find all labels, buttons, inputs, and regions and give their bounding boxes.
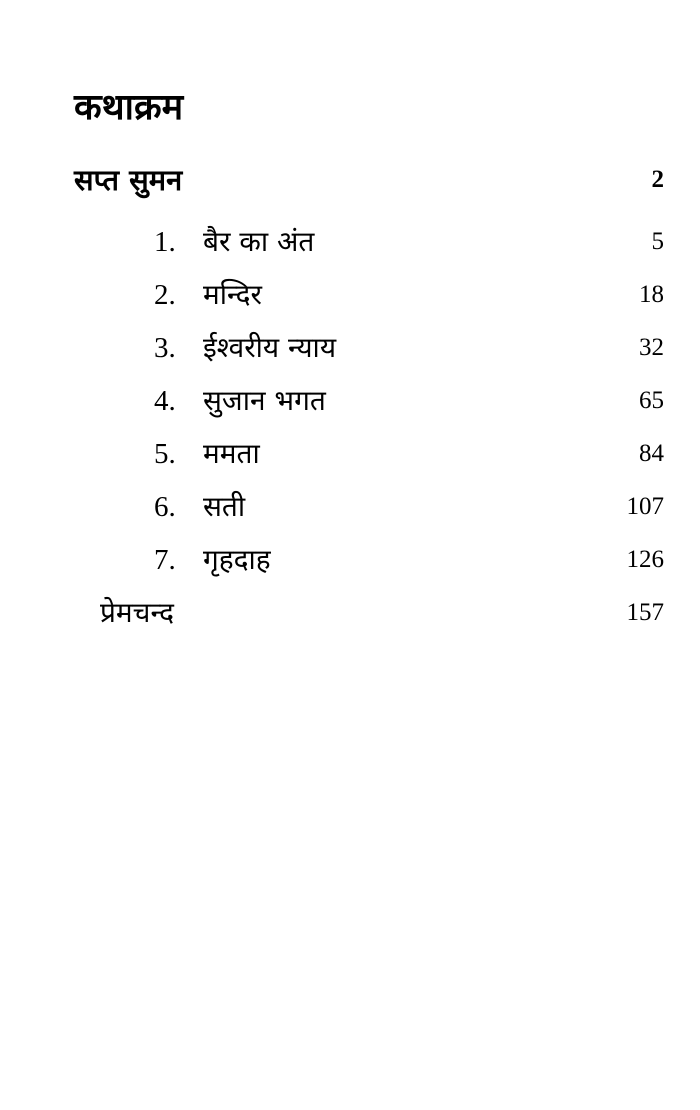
entry-number: 3. [154, 332, 176, 364]
entry-title: सती [203, 490, 246, 523]
author-page-number: 157 [626, 599, 664, 626]
entry-title: ममता [203, 437, 260, 470]
toc-entry[interactable] [0, 381, 700, 421]
entry-page-number: 65 [639, 387, 664, 414]
author-name: प्रेमचन्द [100, 596, 174, 629]
entry-page-number: 107 [626, 493, 664, 520]
entry-title: मन्दिर [203, 278, 262, 311]
entry-page-number: 32 [639, 334, 664, 361]
entry-number: 6. [154, 491, 176, 523]
toc-author-row[interactable] [0, 593, 700, 633]
entry-title: सुजान भगत [203, 384, 326, 417]
section-title: सप्त सुमन [74, 163, 183, 197]
entry-number: 4. [154, 385, 176, 417]
entry-number: 5. [154, 438, 176, 470]
entry-title: बैर का अंत [203, 225, 315, 258]
toc-entry[interactable] [0, 540, 700, 580]
entry-number: 1. [154, 226, 176, 258]
entry-page-number: 18 [639, 281, 664, 308]
toc-entry[interactable] [0, 222, 700, 262]
toc-section-row[interactable] [0, 160, 700, 200]
entry-title: ईश्वरीय न्याय [203, 331, 337, 364]
toc-entry[interactable] [0, 434, 700, 474]
entry-number: 7. [154, 544, 176, 576]
entry-number: 2. [154, 279, 176, 311]
section-page-number: 2 [651, 166, 664, 193]
entry-page-number: 126 [626, 546, 664, 573]
toc-entry[interactable] [0, 487, 700, 527]
entry-title: गृहदाह [203, 543, 271, 576]
entry-page-number: 5 [651, 228, 664, 255]
toc-entry[interactable] [0, 275, 700, 315]
entry-page-number: 84 [639, 440, 664, 467]
toc-entry[interactable] [0, 328, 700, 368]
page-title: कथाक्रम [74, 87, 184, 128]
